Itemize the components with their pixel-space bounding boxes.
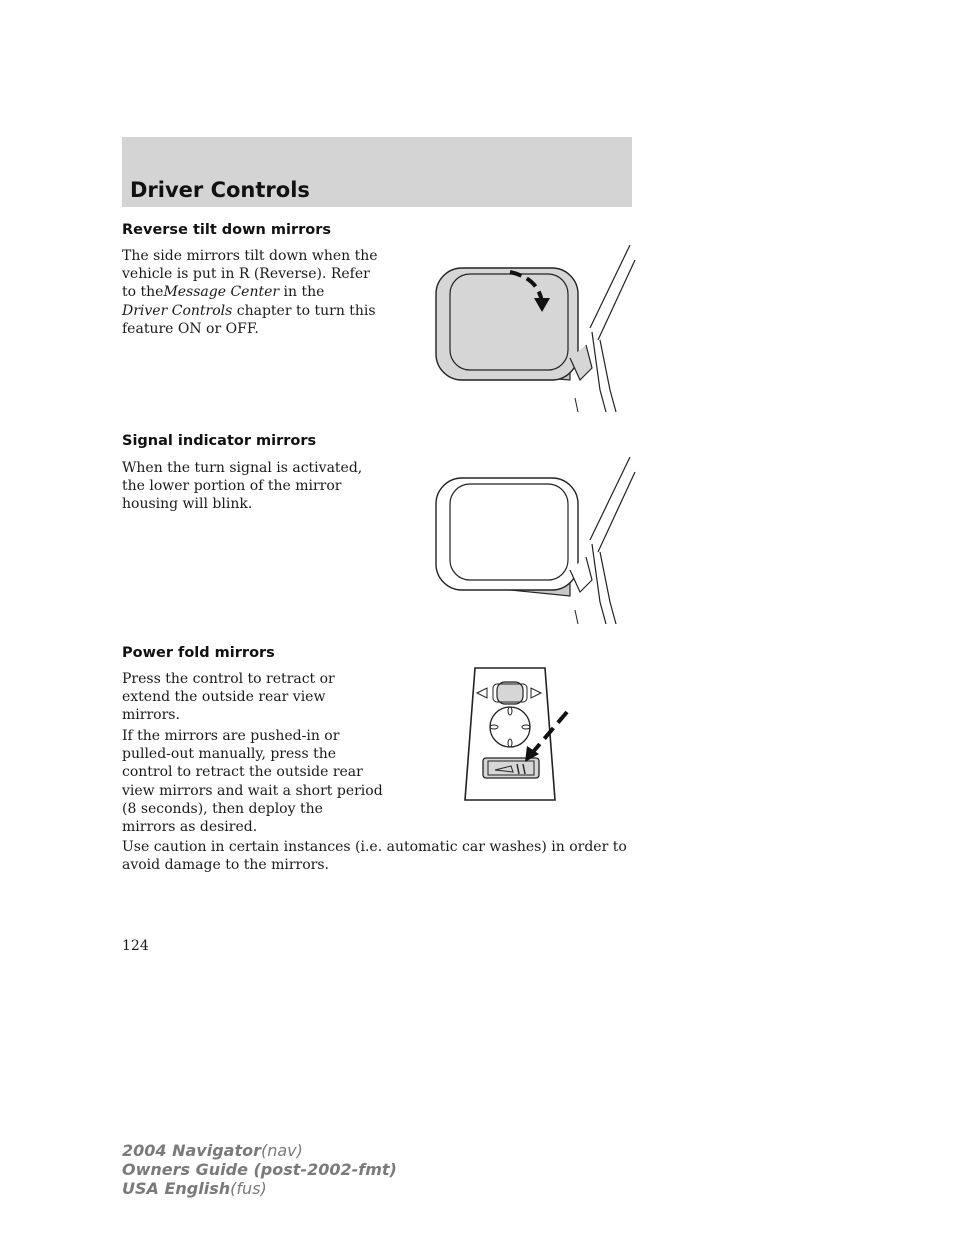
section-heading-reverse-tilt: Reverse tilt down mirrors [122, 222, 332, 238]
chapter-title: Driver Controls [130, 178, 310, 202]
section-para2-power-fold: If the mirrors are pushed-in or pulled-out manually, press the control to retract the outside rear view mirrors and wait a short period (8 seconds), then deploy the mirrors as desired. [122, 728, 383, 836]
page-number: 124 [122, 938, 149, 954]
mirror-joystick [490, 707, 530, 747]
section-body-reverse-tilt: The side mirrors tilt down when the vehicle is put in R (Reverse). Refer to theMessage Center in the Driver Controls chapter to turn this feature ON or OFF. [122, 248, 378, 337]
section-heading-power-fold: Power fold mirrors [122, 645, 275, 661]
document-footer: 2004 Navigator(nav) Owners Guide (post-2002-fmt) USA English(fus) [122, 1141, 397, 1198]
section-para1-power-fold: Press the control to retract or extend the outside rear view mirrors. [122, 671, 335, 724]
mirror-selector-knob [497, 682, 523, 704]
reverse-tilt-mirror-illustration [430, 240, 650, 415]
power-fold-control-illustration [455, 660, 595, 810]
signal-indicator-mirror-illustration [430, 452, 650, 627]
ref-driver-controls: Driver Controls [122, 302, 233, 319]
section-heading-signal-indicator: Signal indicator mirrors [122, 433, 317, 449]
ref-message-center: Message Center [163, 284, 280, 301]
section-para3-power-fold: Use caution in certain instances (i.e. automatic car washes) in order to avoid damage to the mirrors. [122, 839, 627, 874]
section-body-signal-indicator: When the turn signal is activated, the lower portion of the mirror housing will blink. [122, 460, 363, 513]
